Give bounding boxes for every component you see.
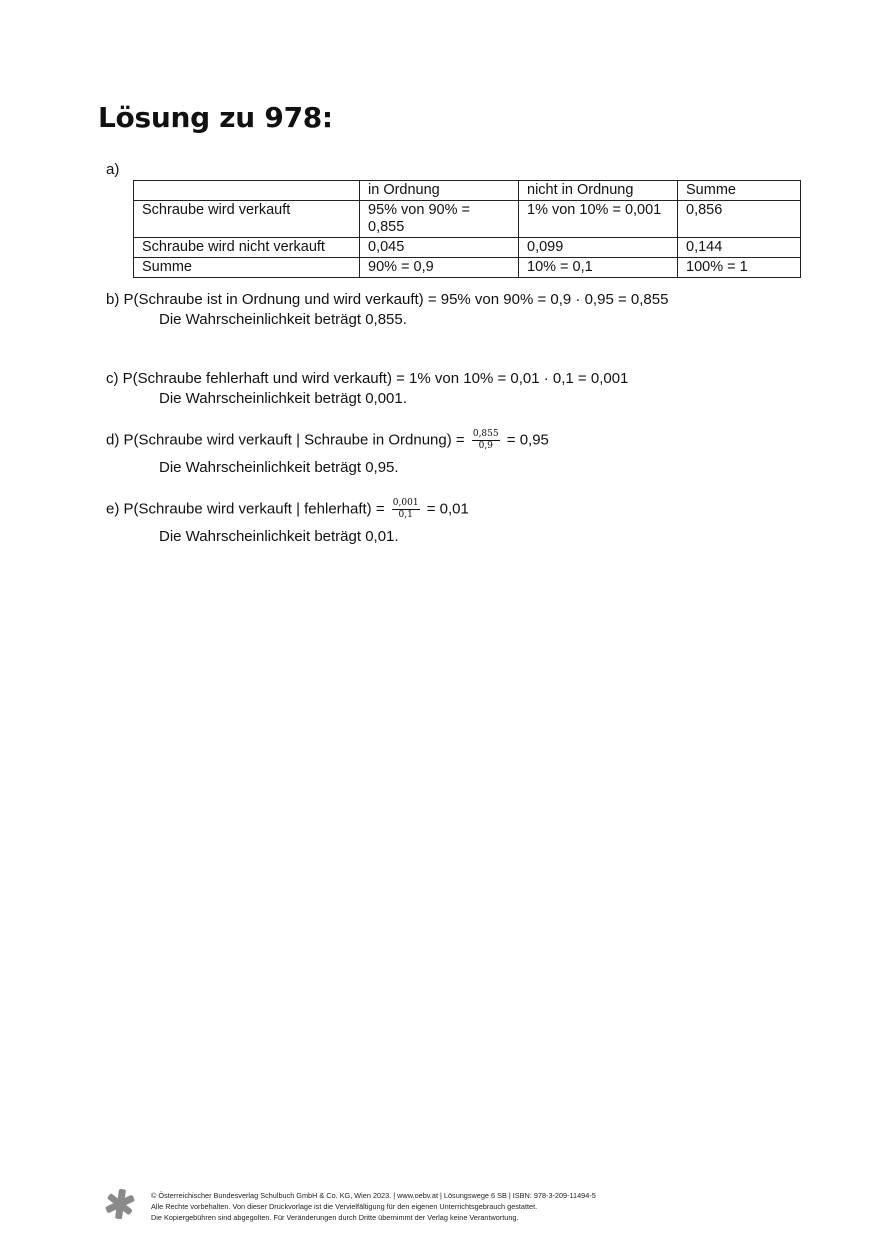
fraction-denominator: 0,1 — [398, 510, 413, 520]
table-cell: 1% von 10% = 0,001 — [519, 201, 678, 238]
table-cell: 10% = 0,1 — [519, 258, 678, 278]
table-cell: Schraube wird nicht verkauft — [134, 238, 360, 258]
table-cell: 90% = 0,9 — [360, 258, 519, 278]
footer-line: Die Kopiergebühren sind abgegolten. Für Veränderungen durch Dritte übernimmt der Verlag keine Verantwortung. — [151, 1213, 519, 1222]
footer-line: Alle Rechte vorbehalten. Von dieser Druckvorlage ist die Vervielfältigung für den eigenen Unterrichtsgebrauch gestattet. — [151, 1202, 538, 1211]
part-b-equation: b) P(Schraube ist in Ordnung und wird verkauft) = 95% von 90% = 0,9 · 0,95 = 0,855 — [106, 291, 669, 308]
table-header-cell — [134, 181, 360, 201]
part-c-equation: c) P(Schraube fehlerhaft und wird verkauft) = 1% von 10% = 0,01 · 0,1 = 0,001 — [106, 370, 629, 387]
table-row — [134, 201, 801, 238]
table-header-row — [134, 181, 801, 201]
table-row — [134, 238, 801, 258]
table-cell: 0,099 — [519, 238, 678, 258]
part-b-answer: Die Wahrscheinlichkeit beträgt 0,855. — [159, 311, 407, 328]
part-e-answer: Die Wahrscheinlichkeit beträgt 0,01. — [159, 528, 399, 545]
part-c-answer: Die Wahrscheinlichkeit beträgt 0,001. — [159, 390, 407, 407]
part-d-suffix: = 0,95 — [506, 431, 549, 449]
table-cell: 0,856 — [678, 201, 801, 238]
part-e-suffix: = 0,01 — [426, 500, 469, 518]
solution-table — [133, 180, 801, 278]
part-e-equation — [106, 498, 469, 521]
page-title: Lösung zu 978: — [98, 101, 333, 134]
part-d-answer: Die Wahrscheinlichkeit beträgt 0,95. — [159, 459, 399, 476]
table-cell: Summe — [134, 258, 360, 278]
fraction-numerator: 0,001 — [392, 498, 419, 508]
oebv-asterisk-logo-icon — [104, 1188, 136, 1220]
table-cell: 100% = 1 — [678, 258, 801, 278]
table-header-cell: Summe — [678, 181, 801, 201]
table-cell: 95% von 90% = 0,855 — [360, 201, 519, 238]
part-a-label: a) — [106, 161, 120, 178]
part-d-equation — [106, 429, 549, 452]
table-header-cell: nicht in Ordnung — [519, 181, 678, 201]
footer-line: © Österreichischer Bundesverlag Schulbuch GmbH & Co. KG, Wien 2023. | www.oebv.at | Lösungswege 6 SB | ISBN: 978-3-209-11494-5 — [151, 1191, 596, 1200]
table-cell: 0,045 — [360, 238, 519, 258]
part-e-fraction — [392, 498, 420, 521]
table-cell: 0,144 — [678, 238, 801, 258]
table-header-cell: in Ordnung — [360, 181, 519, 201]
part-d-fraction — [472, 429, 500, 452]
fraction-numerator: 0,855 — [472, 429, 499, 439]
table-cell: Schraube wird verkauft — [134, 201, 360, 238]
footer-copyright — [151, 1190, 596, 1223]
part-e-prefix: e) P(Schraube wird verkauft | fehlerhaft) = — [106, 500, 385, 518]
fraction-denominator: 0,9 — [478, 441, 493, 451]
part-d-prefix: d) P(Schraube wird verkauft | Schraube in Ordnung) = — [106, 431, 465, 449]
table-row — [134, 258, 801, 278]
